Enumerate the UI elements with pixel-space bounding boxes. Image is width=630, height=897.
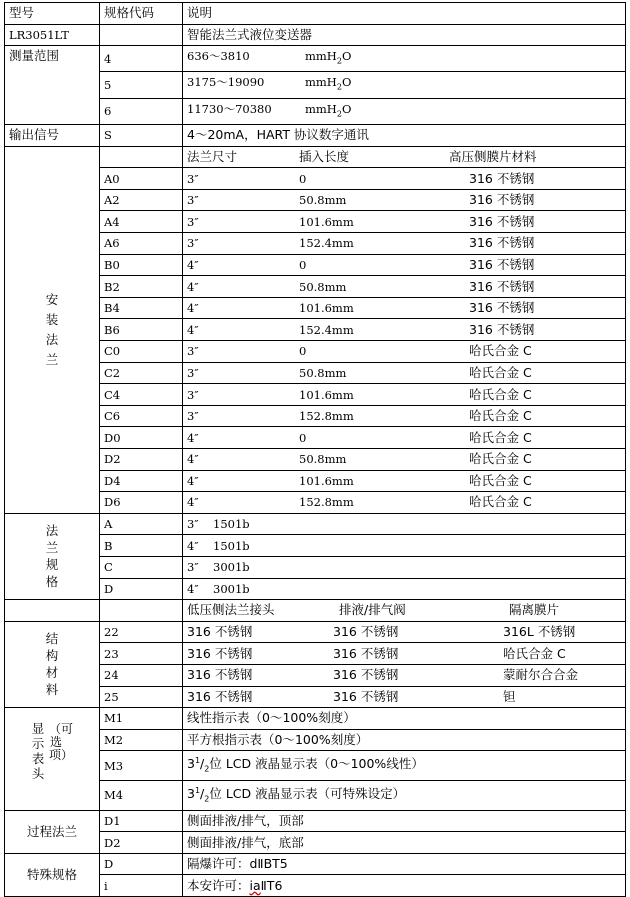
flange-size: 4″ <box>187 257 199 272</box>
flange-length: 50.8mm <box>299 193 347 208</box>
flange-spec-code: C <box>100 556 183 578</box>
flange-spec-desc <box>183 578 626 600</box>
material-desc <box>183 621 626 643</box>
flange-spec-rating: 3001b <box>213 560 250 575</box>
display-desc <box>183 751 626 781</box>
flange-code: A2 <box>100 189 183 211</box>
flange-label <box>5 146 100 513</box>
flange-header-code-empty <box>100 146 183 168</box>
flange-material: 316 不锈钢 <box>469 300 535 316</box>
special-desc <box>183 875 626 897</box>
material-header-row <box>5 600 626 622</box>
unit-subscript: 2 <box>336 56 342 66</box>
flange-code: D0 <box>100 427 183 449</box>
output-desc: 4～20mA，HART 协议数字通讯 <box>183 125 626 147</box>
display-label-main: 显示表头 <box>31 720 45 781</box>
material-label-char: 料 <box>45 682 59 698</box>
flange-size: 3″ <box>187 236 199 251</box>
display-desc-text: 平方根指示表（0～100%刻度） <box>187 732 369 747</box>
flange-code: A0 <box>100 168 183 190</box>
flange-material: 316 不锈钢 <box>469 278 535 294</box>
flange-label-char: 法 <box>45 331 59 347</box>
flange-length: 50.8mm <box>299 365 347 380</box>
material-drain-vent: 316 不锈钢 <box>333 688 399 704</box>
flange-length: 0 <box>299 430 307 445</box>
fraction-slash: / <box>200 786 205 802</box>
header-row <box>5 3 626 25</box>
material-row <box>5 621 626 643</box>
flange-desc <box>183 254 626 276</box>
flange-spec-rating: 3001b <box>213 581 250 596</box>
process-code: D2 <box>100 832 183 854</box>
material-drain-vent: 316 不锈钢 <box>333 667 399 683</box>
range-code: 6 <box>100 98 183 124</box>
flange-code: C6 <box>100 405 183 427</box>
material-diaphragm: 钽 <box>503 688 516 704</box>
special-row <box>5 853 626 875</box>
material-flange-joint: 316 不锈钢 <box>187 688 253 704</box>
flange-length: 0 <box>299 257 307 272</box>
flange_spec-label-char: 法 <box>45 523 59 539</box>
fraction-slash: / <box>200 756 205 772</box>
flange-size: 4″ <box>187 279 199 294</box>
display-label-optional: （可选项） <box>49 721 74 762</box>
flange-desc <box>183 189 626 211</box>
material-label-char: 结 <box>45 631 59 647</box>
display-desc <box>183 729 626 751</box>
flange-material: 哈氏合金 C <box>469 429 532 445</box>
unit-text: mmH <box>305 49 337 64</box>
flange-desc <box>183 341 626 363</box>
special-code: D <box>100 853 183 875</box>
flange-label-char: 安 <box>45 291 59 307</box>
flange-label-char: 兰 <box>45 351 59 367</box>
flange-desc <box>183 168 626 190</box>
process-desc: 侧面排液/排气，顶部 <box>183 810 626 832</box>
flange_spec-label <box>5 513 100 599</box>
special-desc-text: 本安许可： <box>187 877 250 893</box>
flange-desc <box>183 276 626 298</box>
material-drain-vent: 316 不锈钢 <box>333 645 399 661</box>
flange-material: 哈氏合金 C <box>469 472 532 488</box>
flange-size: 3″ <box>187 193 199 208</box>
special-desc-text: ⅡT6 <box>260 877 283 893</box>
flange-desc <box>183 319 626 341</box>
flange-material: 哈氏合金 C <box>469 451 532 467</box>
flange-material: 哈氏合金 C <box>469 364 532 380</box>
header-model: 型号 <box>5 3 100 25</box>
flange-material: 哈氏合金 C <box>469 408 532 424</box>
material-diaphragm: 哈氏合金 C <box>503 645 566 661</box>
special-desc <box>183 853 626 875</box>
process-code: D1 <box>100 810 183 832</box>
material-desc <box>183 643 626 665</box>
flange-length: 101.6mm <box>299 301 354 316</box>
flange_spec-label-char: 格 <box>45 574 59 590</box>
digit-count: 3 <box>187 786 195 802</box>
display-code: M4 <box>100 780 183 810</box>
range-value: 11730～70380 <box>187 101 272 116</box>
flange-size: 3″ <box>187 409 199 424</box>
flange-size: 3″ <box>187 365 199 380</box>
material-diaphragm: 蒙耐尔合合金 <box>503 667 579 683</box>
display-desc-text: 位 LCD 液晶显示表（可特殊设定） <box>209 786 406 802</box>
display-desc <box>183 780 626 810</box>
material-desc <box>183 664 626 686</box>
material-flange-joint: 316 不锈钢 <box>187 624 253 640</box>
material-code: 25 <box>100 686 183 708</box>
material-flange-joint: 316 不锈钢 <box>187 645 253 661</box>
unit-text: O <box>341 49 352 64</box>
flange-spec-size: 3″ <box>187 560 199 575</box>
flange-size: 4″ <box>187 322 199 337</box>
flange-size: 3″ <box>187 387 199 402</box>
unit-text: mmH <box>305 101 337 116</box>
flange-spec-desc <box>183 513 626 535</box>
flange-length: 152.4mm <box>299 322 354 337</box>
digit-count: 3 <box>187 756 195 772</box>
flange-length: 152.8mm <box>299 409 354 424</box>
flange-code: B4 <box>100 297 183 319</box>
fraction-denominator: 2 <box>204 794 210 804</box>
flange-headers <box>183 146 626 168</box>
material-code: 24 <box>100 664 183 686</box>
flange-spec-desc <box>183 556 626 578</box>
flange-spec-code: D <box>100 578 183 600</box>
flange-length: 50.8mm <box>299 279 347 294</box>
model-desc: 智能法兰式液位变送器 <box>183 24 626 46</box>
material-header-empty <box>5 600 100 622</box>
flange-desc <box>183 233 626 255</box>
flange-material: 哈氏合金 C <box>469 386 532 402</box>
flange-code: A4 <box>100 211 183 233</box>
flange-desc <box>183 470 626 492</box>
fraction-numerator: 1 <box>194 756 201 766</box>
special-desc-text: 隔爆许可：dⅡBT5 <box>187 856 288 872</box>
flange-material: 哈氏合金 C <box>469 494 532 510</box>
display-label <box>5 708 100 811</box>
flange-header-row <box>5 146 626 168</box>
flange-spec-size: 3″ <box>187 517 199 532</box>
material-header-a: 低压侧法兰接头 <box>187 602 275 618</box>
material-flange-joint: 316 不锈钢 <box>187 667 253 683</box>
flange-size: 4″ <box>187 452 199 467</box>
flange-desc <box>183 448 626 470</box>
flange-spec-size: 4″ <box>187 581 199 596</box>
material-header-c: 隔离膜片 <box>509 602 560 618</box>
material-desc <box>183 686 626 708</box>
flange-code: C0 <box>100 341 183 363</box>
flange-size: 4″ <box>187 430 199 445</box>
display-desc-text: 线性指示表（0～100%刻度） <box>187 710 356 726</box>
flange-size: 3″ <box>187 171 199 186</box>
flange-material: 316 不锈钢 <box>469 321 535 337</box>
flange-desc <box>183 362 626 384</box>
flange-header-size: 法兰尺寸 <box>187 148 238 164</box>
unit-subscript: 2 <box>336 109 342 119</box>
flange-length: 101.6mm <box>299 214 354 229</box>
header-code: 规格代码 <box>100 3 183 25</box>
output-label: 输出信号 <box>5 125 100 147</box>
flange-spec-row <box>5 513 626 535</box>
flange-code: C2 <box>100 362 183 384</box>
unit-text: O <box>341 101 352 116</box>
flange-spec-rating: 1501b <box>213 538 250 553</box>
flange-code: D4 <box>100 470 183 492</box>
range-value: 636～3810 <box>187 49 250 64</box>
flange-desc <box>183 384 626 406</box>
model-code-empty <box>100 24 183 46</box>
material-drain-vent: 316 不锈钢 <box>333 624 399 640</box>
flange-size: 3″ <box>187 344 199 359</box>
range-desc <box>183 46 626 72</box>
flange_spec-label-char: 规 <box>45 557 59 573</box>
flange-size: 4″ <box>187 301 199 316</box>
material-label-char: 构 <box>45 648 59 664</box>
material-header-code-empty <box>100 600 183 622</box>
flange-material: 316 不锈钢 <box>469 170 535 186</box>
special-code: i <box>100 875 183 897</box>
flange-length: 152.4mm <box>299 236 354 251</box>
material-code: 22 <box>100 621 183 643</box>
material-label <box>5 621 100 707</box>
unit-subscript: 2 <box>336 82 342 92</box>
flange-material: 316 不锈钢 <box>469 192 535 208</box>
flange-code: B6 <box>100 319 183 341</box>
process-desc: 侧面排液/排气，底部 <box>183 832 626 854</box>
display-desc-text: 位 LCD 液晶显示表（0～100%线性） <box>209 756 424 772</box>
flange-desc <box>183 211 626 233</box>
range-unit <box>305 49 352 66</box>
range-value: 3175～19090 <box>187 75 265 90</box>
material-label-char: 材 <box>45 665 59 681</box>
flange-length: 50.8mm <box>299 452 347 467</box>
process-label: 过程法兰 <box>5 810 100 853</box>
flange-spec-desc <box>183 535 626 557</box>
flange-header-material: 高压侧膜片材料 <box>449 148 537 164</box>
flange-length: 0 <box>299 171 307 186</box>
material-code: 23 <box>100 643 183 665</box>
spellcheck-marked-text: ia <box>249 877 261 893</box>
flange-desc <box>183 492 626 514</box>
spec-table <box>4 2 626 897</box>
fraction-denominator: 2 <box>204 764 210 774</box>
output-code: S <box>100 125 183 147</box>
range-desc <box>183 72 626 98</box>
flange-spec-size: 4″ <box>187 538 199 553</box>
model-value: LR3051LT <box>5 24 100 46</box>
range-row <box>5 46 626 72</box>
flange-material: 哈氏合金 C <box>469 343 532 359</box>
material-diaphragm: 316L 不锈钢 <box>503 624 576 640</box>
flange-code: B2 <box>100 276 183 298</box>
range-desc <box>183 98 626 124</box>
flange-material: 316 不锈钢 <box>469 213 535 229</box>
flange-size: 4″ <box>187 473 199 488</box>
unit-text: mmH <box>305 75 337 90</box>
flange-size: 4″ <box>187 495 199 510</box>
range-label: 测量范围 <box>5 46 100 125</box>
flange-length: 0 <box>299 344 307 359</box>
model-row <box>5 24 626 46</box>
flange-spec-rating: 1501b <box>213 517 250 532</box>
display-code: M3 <box>100 751 183 781</box>
fraction-numerator: 1 <box>194 785 201 795</box>
flange-material: 316 不锈钢 <box>469 235 535 251</box>
flange-length: 152.8mm <box>299 495 354 510</box>
flange-spec-code: B <box>100 535 183 557</box>
flange-desc <box>183 297 626 319</box>
material-header-b: 排液/排气阀 <box>339 602 406 618</box>
flange-header-length: 插入长度 <box>299 148 350 164</box>
flange-code: A6 <box>100 233 183 255</box>
flange-label-char: 装 <box>45 311 59 327</box>
range-code: 5 <box>100 72 183 98</box>
flange_spec-label-char: 兰 <box>45 540 59 556</box>
flange-code: D2 <box>100 448 183 470</box>
flange-material: 316 不锈钢 <box>469 256 535 272</box>
display-desc <box>183 708 626 730</box>
display-code: M1 <box>100 708 183 730</box>
material-headers <box>183 600 626 622</box>
special-label: 特殊规格 <box>5 853 100 896</box>
range-code: 4 <box>100 46 183 72</box>
display-label-wrap <box>5 717 99 801</box>
unit-text: O <box>341 75 352 90</box>
flange-desc <box>183 405 626 427</box>
flange-code: D6 <box>100 492 183 514</box>
display-row <box>5 708 626 730</box>
flange-spec-code: A <box>100 513 183 535</box>
flange-length: 101.6mm <box>299 473 354 488</box>
flange-desc <box>183 427 626 449</box>
flange-length: 101.6mm <box>299 387 354 402</box>
header-desc: 说明 <box>183 3 626 25</box>
display-code: M2 <box>100 729 183 751</box>
flange-size: 3″ <box>187 214 199 229</box>
range-unit <box>305 75 352 92</box>
process-row <box>5 810 626 832</box>
range-unit <box>305 101 352 119</box>
flange-code: B0 <box>100 254 183 276</box>
output-row <box>5 125 626 147</box>
flange-code: C4 <box>100 384 183 406</box>
